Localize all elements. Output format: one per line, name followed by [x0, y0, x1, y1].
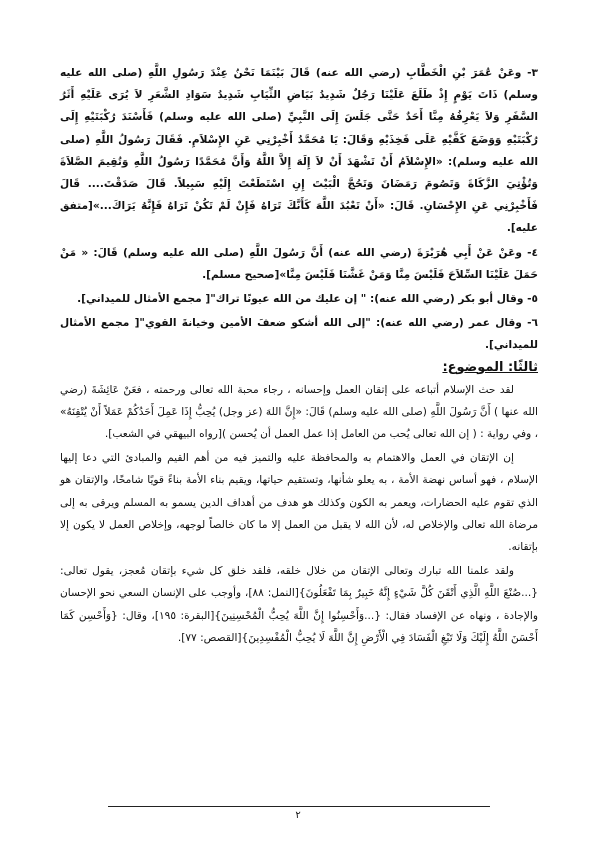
hadith-paragraph: ٥- وقال أبو بكر (رضي الله عنه): " إن عليك من الله عيونًا تراك"[ مجمع الأمثال للميداني].: [77, 293, 538, 306]
hadith-paragraph: ٦- وقال عمر (رضي الله عنه): "إلى الله أشكو ضعفَ الأمين وخيانةَ القوي"[ مجمع الأمثال للميداني].: [60, 317, 538, 352]
footer-divider: [108, 806, 490, 807]
page-body: [60, 62, 538, 649]
body-paragraph: لقد حث الإسلام أتباعه على إتقان العمل وإحسانه ، رجاء محبة الله تعالى ورحمته ، فعَنْ عَائِشَةَ (رضي الله عنها ) أَنَّ رَسُولَ اللَّهِ (صلى الله عليه وسلم) قَالَ: «إِنَّ اللهَ (عز وجل) يُحِبُّ إِذَا عَمِلَ أَحَدُكُمْ عَمَلاً أَنْ يُتْقِنَهُ» ، وفي رواية : ( إن الله تعالى يُحب من العامل إذا عمل العمل أن يُحسن )[رواه البيهقي في الشعب].: [60, 383, 538, 441]
section-heading: ثالثًا: الموضوع:: [442, 359, 538, 375]
body-paragraph: ولقد علمنا الله تبارك وتعالى الإتقان من خلال خلقه، فلقد خلق كل شيء بإتقان مُعجز، يقول تعالى:{...صُنْعَ اللَّهِ الَّذِي أَتْقَنَ كُلَّ شَيْءٍ إِنَّهُ خَبِيرٌ بِمَا تَفْعَلُونَ}[النمل: ٨٨]، وأوجب على الإنسان السعي نحو الإحسان والإجادة ، ونهاه عن الإفساد فقال: {...وَأَحْسِنُوا إِنَّ اللَّهَ يُحِبُّ الْمُحْسِنِينَ}[البقرة: ١٩٥]، وقال: {وَأَحْسِن كَمَا أَحْسَنَ اللَّهُ إِلَيْكَ وَلَا تَبْغِ الْفَسَادَ فِي الْأَرْضِ إِنَّ اللَّهَ لَا يُحِبُّ الْمُفْسِدِينَ}[القصص: ٧٧].: [60, 565, 539, 644]
hadith-paragraph: ٤- وعَنْ عَنْ أَبِي هُرَيْرَةَ (رضي الله عنه) أَنَّ رَسُولَ اللَّهِ (صلى الله عليه وسلم) قَالَ: « مَنْ حَمَلَ عَلَيْنَا السِّلاَحَ فَلَيْسَ مِنَّا وَمَنْ غَشَّنَا فَلَيْسَ مِنَّا»[صحيح مسلم].: [60, 246, 538, 281]
body-paragraph: إن الإتقان في العمل والاهتمام به والمحافظة عليه والتميز فيه من أهم القيم والمبادئ التي دعا إليها الإسلام ، فهو أساس نهضة الأمة ، به يعلو شأنها، وتستقيم حياتها، ويقيم بناء الأمة بناءً قويًا شامخًا، والإتقان هو الذي تقوم عليه الحضارات، ويعمر به الكون وكذلك هو هدف من أهداف الدين يسمو به المسلم ويرقى به إلى مرضاة الله تعالى والإخلاص له، لأن الله لا يقبل من العمل إلا ما كان خالصاً لوجهه، وإخلاص العمل لا يكون إلا بإتقانه.: [60, 452, 538, 554]
hadith-paragraph: ٣- وعَنْ عُمَرَ بْنِ الْخَطَّابِ (رضي الله عنه) قَالَ بَيْنَمَا نَحْنُ عِنْدَ رَسُولِ اللَّهِ (صلى الله عليه وسلم) ذَاتَ يَوْمٍ إِذْ طَلَعَ عَلَيْنَا رَجُلٌ شَدِيدُ بَيَاضِ الثِّيَابِ شَدِيدُ سَوَادِ الشَّعَرِ لاَ يُرَى عَلَيْهِ أَثَرُ السَّفَرِ وَلاَ يَعْرِفُهُ مِنَّا أَحَدٌ حَتَّى جَلَسَ إِلَى النَّبِيِّ (صلى الله عليه وسلم) فَأَسْنَدَ رُكْبَتَيْهِ إِلَى رُكْبَتَيْهِ وَوَضَعَ كَفَّيْهِ عَلَى فَخِذَيْهِ وَقَالَ: يَا مُحَمَّدُ أَخْبِرْنِي عَنِ الإِسْلاَمِ. فَقَالَ رَسُولُ اللَّهِ (صلى الله عليه وسلم): «الإِسْلاَمُ أَنْ تَشْهَدَ أَنْ لاَ إِلَهَ إِلاَّ اللَّهُ وَأَنَّ مُحَمَّدًا رَسُولُ اللَّهِ وَتُقِيمَ الصَّلاَةَ وَتُؤْتِيَ الزَّكَاةَ وَتَصُومَ رَمَضَانَ وَتَحُجَّ الْبَيْتَ إِنِ اسْتَطَعْتَ إِلَيْهِ سَبِيلاً. قَالَ صَدَقْتَ.... قَالَ فَأَخْبِرْنِي عَنِ الإِحْسَانِ. قَالَ: «أَنْ تَعْبُدَ اللَّهَ كَأَنَّكَ تَرَاهُ فَإِنْ لَمْ تَكُنْ تَرَاهُ فَإِنَّهُ يَرَاكَ...»[متفق عليه].: [60, 67, 538, 235]
page-number: ٢: [295, 810, 301, 821]
